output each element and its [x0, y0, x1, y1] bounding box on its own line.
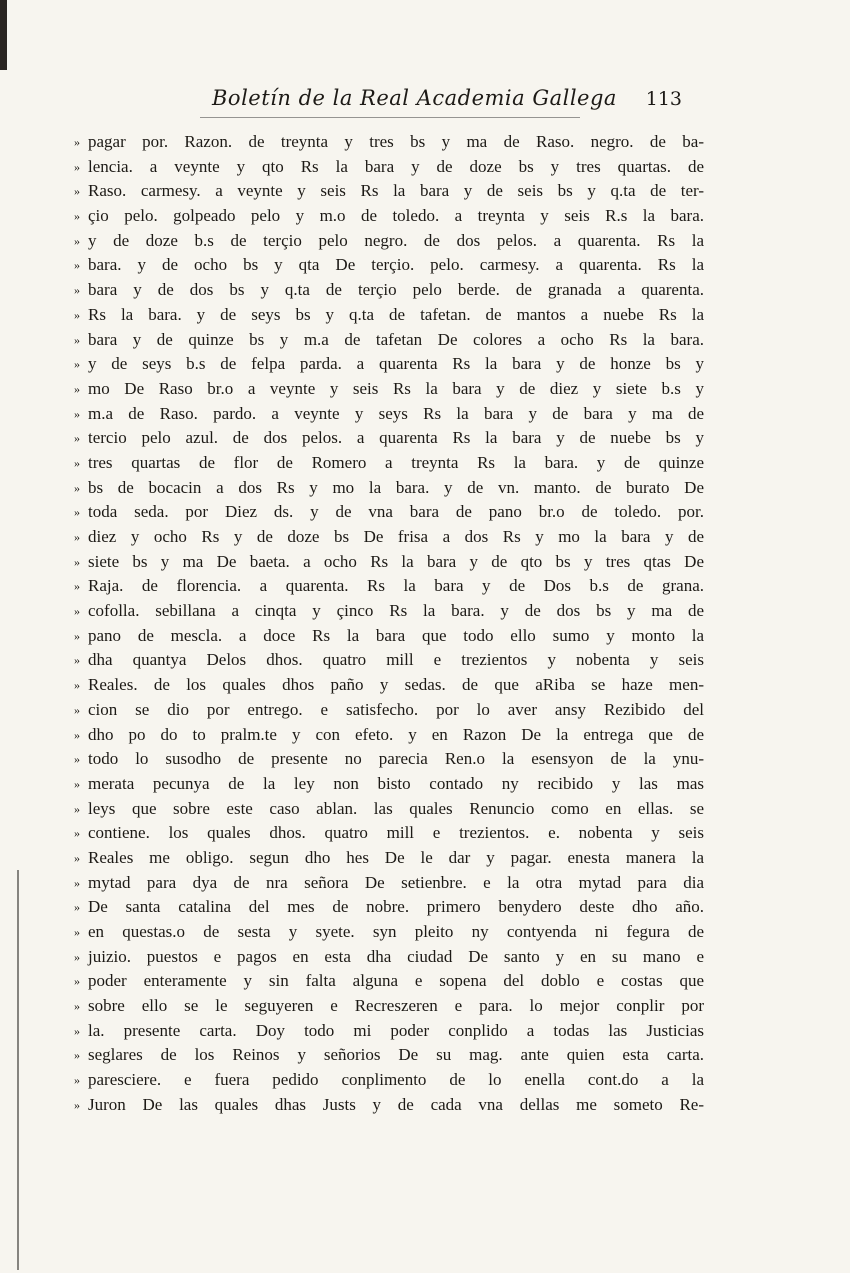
line-text: mo De Raso br.o a veynte y seis Rs la bara y de diez y siete b.s y — [88, 378, 704, 398]
text-line — [74, 278, 704, 303]
quote-mark: » — [74, 455, 80, 470]
quote-mark: » — [74, 283, 80, 298]
text-line — [74, 574, 704, 599]
header-rule — [200, 117, 580, 118]
line-text: seglares de los Reinos y señorios De su mag. ante quien esta carta. — [88, 1045, 704, 1065]
text-line — [74, 130, 704, 155]
text-line — [74, 945, 704, 970]
line-text: la. presente carta. Doy todo mi poder conplido a todas las Justicias — [88, 1020, 704, 1040]
quote-mark: » — [74, 1097, 80, 1112]
line-text: todo lo susodho de presente no parecia Ren.o la esensyon de la ynu- — [88, 749, 704, 769]
text-line — [74, 994, 704, 1019]
text-line — [74, 377, 704, 402]
quote-mark: » — [74, 332, 80, 347]
line-text: leys que sobre este caso ablan. las quales Renuncio como en ellas. se — [88, 798, 704, 818]
line-text: en questas.o de sesta y syete. syn pleito ny contyenda ni fegura de — [88, 922, 704, 941]
quote-mark: » — [74, 702, 80, 717]
document-text — [74, 130, 704, 1118]
quote-mark: » — [74, 752, 80, 767]
quote-mark: » — [74, 604, 80, 619]
text-line — [74, 821, 704, 846]
line-text: tres quartas de flor de Romero a treynta Rs la bara. y de quinze — [88, 452, 704, 472]
quote-mark: » — [74, 1023, 80, 1038]
text-line — [74, 1019, 704, 1044]
text-line — [74, 253, 704, 278]
line-text: dho po do to pralm.te y con efeto. y en Razon De la entrega que de — [88, 724, 704, 744]
quote-mark: » — [74, 357, 80, 372]
text-line — [74, 204, 704, 229]
text-line — [74, 624, 704, 649]
quote-mark: » — [74, 653, 80, 668]
line-text: bara y de quinze bs y m.a de tafetan De colores a ocho Rs la bara. — [88, 329, 704, 349]
quote-mark: » — [74, 900, 80, 915]
quote-mark: » — [74, 826, 80, 841]
line-text: merata pecunya de la ley non bisto contado ny recibido y las mas — [88, 773, 704, 793]
page-number: 113 — [645, 88, 682, 110]
text-line — [74, 1068, 704, 1093]
text-line — [74, 723, 704, 748]
line-text: poder enteramente y sin falta alguna e sopena del doblo e costas que — [88, 971, 704, 991]
quote-mark: » — [74, 1073, 80, 1088]
line-text: pano de mescla. a doce Rs la bara que todo ello sumo y monto la — [88, 625, 704, 645]
quote-mark: » — [74, 233, 80, 248]
line-text: diez y ocho Rs y de doze bs De frisa a dos Rs y mo la bara y de — [88, 527, 704, 546]
quote-mark: » — [74, 307, 80, 322]
text-line — [74, 648, 704, 673]
quote-mark: » — [74, 505, 80, 520]
text-line — [74, 179, 704, 204]
line-text: y de seys b.s de felpa parda. a quarenta Rs la bara y de honze bs y — [88, 354, 704, 374]
text-line — [74, 402, 704, 427]
text-line — [74, 550, 704, 575]
text-line — [74, 303, 704, 328]
quote-mark: » — [74, 925, 80, 939]
line-text: Juron De las quales dhas Justs y de cada vna dellas me someto Re- — [88, 1094, 704, 1114]
quote-mark: » — [74, 801, 80, 816]
quote-mark: » — [74, 1048, 80, 1063]
line-text: tercio pelo azul. de dos pelos. a quarenta Rs la bara y de nuebe bs y — [88, 428, 704, 448]
line-text: contiene. los quales dhos. quatro mill e trezientos. e. nobenta y seis — [88, 823, 704, 843]
line-text: y de doze b.s de terçio pelo negro. de dos pelos. a quarenta. Rs la — [88, 230, 704, 250]
text-line — [74, 747, 704, 772]
line-text: Raso. carmesy. a veynte y seis Rs la bara y de seis bs y q.ta de ter- — [88, 181, 704, 201]
quote-mark: » — [74, 431, 80, 446]
line-text: cion se dio por entrego. e satisfecho. por lo aver ansy Rezibido del — [88, 699, 704, 719]
text-line — [74, 352, 704, 377]
line-text: dha quantya Delos dhos. quatro mill e trezientos y nobenta y seis — [88, 650, 704, 670]
line-text: bs de bocacin a dos Rs y mo la bara. y de vn. manto. de burato De — [88, 477, 704, 497]
quote-mark: » — [74, 628, 80, 643]
line-text: cofolla. sebillana a cinqta y çinco Rs la bara. y de dos bs y ma de — [88, 601, 704, 621]
line-text: lencia. a veynte y qto Rs la bara y de doze bs y tres quartas. de — [88, 156, 704, 176]
line-text: juizio. puestos e pagos en esta dha ciudad De santo y en su mano e — [88, 946, 704, 966]
quote-mark: » — [74, 999, 80, 1014]
line-text: Reales me obligo. segun dho hes De le dar y pagar. enesta manera la — [88, 847, 704, 867]
quote-mark: » — [74, 530, 80, 544]
text-line — [74, 1043, 704, 1068]
text-line — [74, 871, 704, 896]
line-text: toda seda. por Diez ds. y de vna bara de pano br.o de toledo. por. — [88, 502, 704, 522]
text-line — [74, 969, 704, 994]
text-line — [74, 846, 704, 871]
text-line — [74, 920, 704, 945]
line-text: siete bs y ma De baeta. a ocho Rs la bara y de qto bs y tres qtas De — [88, 551, 704, 571]
text-line — [74, 698, 704, 723]
line-text: paresciere. e fuera pedido conplimento de lo enella cont.do a la — [88, 1070, 704, 1090]
text-line — [74, 1093, 704, 1118]
text-line — [74, 895, 704, 920]
text-line — [74, 155, 704, 180]
quote-mark: » — [74, 159, 80, 174]
quote-mark: » — [74, 406, 80, 421]
quote-mark: » — [74, 184, 80, 199]
line-text: sobre ello se le seguyeren e Recreszeren e para. lo mejor conplir por — [88, 996, 704, 1016]
line-text: De santa catalina del mes de nobre. primero benydero deste dho año. — [88, 897, 704, 917]
quote-mark: » — [74, 135, 80, 149]
line-text: Raja. de florencia. a quarenta. Rs la bara y de Dos b.s de grana. — [88, 576, 704, 596]
quote-mark: » — [74, 258, 80, 273]
text-line — [74, 328, 704, 353]
quote-mark: » — [74, 678, 80, 693]
quote-mark: » — [74, 480, 80, 495]
quote-mark: » — [74, 776, 80, 791]
quote-mark: » — [74, 554, 80, 569]
quote-mark: » — [74, 727, 80, 742]
line-text: Rs la bara. y de seys bs y q.ta de tafetan. de mantos a nuebe Rs la — [88, 304, 704, 324]
text-line — [74, 426, 704, 451]
page-edge-mark — [0, 0, 7, 70]
quote-mark: » — [74, 209, 80, 224]
text-line — [74, 797, 704, 822]
journal-title: Boletín de la Real Academia Gallega — [212, 86, 617, 110]
line-text: Reales. de los quales dhos paño y sedas. de que aRiba se haze men- — [88, 675, 704, 695]
line-text: m.a de Raso. pardo. a veynte y seys Rs la bara y de bara y ma de — [88, 403, 704, 423]
line-text: bara y de dos bs y q.ta de terçio pelo berde. de granada a quarenta. — [88, 280, 704, 300]
text-line — [74, 673, 704, 698]
quote-mark: » — [74, 949, 80, 964]
line-text: pagar por. Razon. de treynta y tres bs y ma de Raso. negro. de ba- — [88, 132, 704, 151]
quote-mark: » — [74, 974, 80, 989]
text-line — [74, 525, 704, 550]
line-text: bara. y de ocho bs y qta De terçio. pelo. carmesy. a quarenta. Rs la — [88, 255, 704, 275]
line-text: çio pelo. golpeado pelo y m.o de toledo. a treynta y seis R.s la bara. — [88, 206, 704, 226]
text-line — [74, 476, 704, 501]
text-line — [74, 229, 704, 254]
quote-mark: » — [74, 381, 80, 396]
text-line — [74, 599, 704, 624]
quote-mark: » — [74, 850, 80, 865]
quote-mark: » — [74, 875, 80, 890]
text-line — [74, 451, 704, 476]
quote-mark: » — [74, 579, 80, 594]
text-line — [74, 772, 704, 797]
text-line — [74, 500, 704, 525]
line-text: mytad para dya de nra señora De setienbre. e la otra mytad para dia — [88, 872, 704, 892]
page-edge-line — [17, 870, 19, 1270]
running-header — [212, 86, 682, 116]
